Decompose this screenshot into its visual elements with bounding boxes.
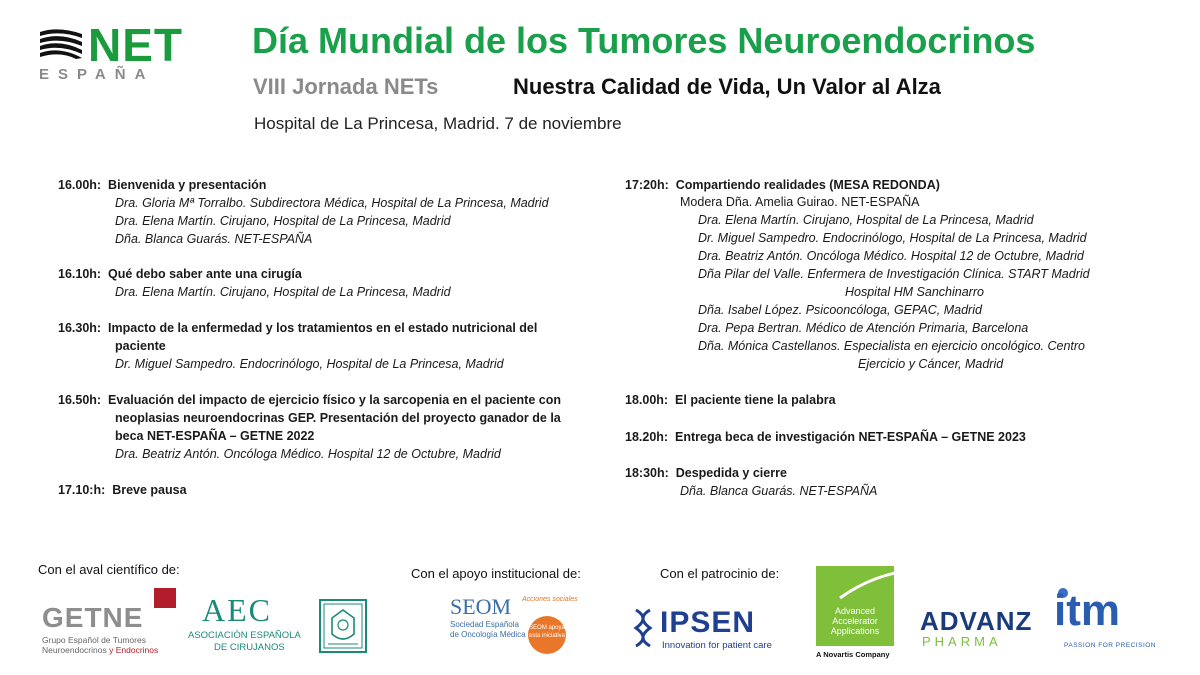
speaker-line: Dña. Blanca Guarás. NET-ESPAÑA: [115, 232, 313, 246]
speaker-line: Dra. Beatriz Antón. Oncóloga Médico. Hospital 12 de Octubre, Madrid: [115, 447, 501, 461]
seom-logo: [450, 594, 578, 662]
speaker-line: Hospital HM Sanchinarro: [845, 285, 984, 299]
net-logo-stripes-icon: [38, 22, 84, 60]
speaker-line: Dña. Isabel López. Psicooncóloga, GEPAC, Madrid: [698, 303, 982, 317]
patrocinio-label: Con el patrocinio de:: [660, 566, 780, 581]
seom-tag: Acciones sociales: [522, 596, 578, 603]
aaa-tagline: A Novartis Company: [816, 650, 890, 659]
speaker-line: Dra. Elena Martín. Cirujano, Hospital de La Princesa, Madrid: [115, 285, 451, 299]
item-time: 16.10h:: [58, 267, 102, 281]
aec-line2: DE CIRUJANOS: [214, 642, 285, 653]
program-item: [625, 464, 787, 482]
item-title-continued: beca NET-ESPAÑA – GETNE 2022: [115, 429, 315, 443]
speaker-line: Dra. Beatriz Antón. Oncóloga Médico. Hospital 12 de Octubre, Madrid: [698, 249, 1084, 263]
program-item: [625, 391, 836, 409]
aec-line1: ASOCIACIÓN ESPAÑOLA: [188, 630, 301, 641]
speaker-line: Dr. Miguel Sampedro. Endocrinólogo, Hospital de La Princesa, Madrid: [115, 357, 504, 371]
seom-line2: de Oncología Médica: [450, 630, 526, 639]
getne-wordmark: GETNE: [42, 602, 144, 633]
apoyo-label: Con el apoyo institucional de:: [411, 566, 581, 581]
moderator-line: Modera Dña. Amelia Guirao. NET-ESPAÑA: [680, 195, 920, 209]
item-time: 18.20h:: [625, 430, 669, 444]
item-title: Breve pausa: [112, 483, 187, 497]
item-title: Qué debo saber ante una cirugía: [108, 267, 302, 281]
crest-emblem-icon: [318, 598, 368, 654]
item-title: Bienvenida y presentación: [108, 178, 267, 192]
speaker-line: Dña. Mónica Castellanos. Especialista en ejercicio oncológico. Centro: [698, 339, 1086, 353]
item-time: 18.00h:: [625, 393, 669, 407]
page-title: Día Mundial de los Tumores Neuroendocrinos: [252, 20, 1036, 61]
speaker-line: Dña. Blanca Guarás. NET-ESPAÑA: [680, 484, 878, 498]
item-time: 16.30h:: [58, 321, 102, 335]
getne-line1: Grupo Español de Tumores: [42, 635, 146, 645]
aaa-line2: Accelerator: [832, 616, 878, 626]
item-title: Despedida y cierre: [675, 466, 787, 480]
item-title: Evaluación del impacto de ejercicio físico y la sarcopenia en el paciente con: [108, 393, 561, 407]
program-item: [58, 391, 561, 409]
getne-square-icon: [154, 588, 176, 608]
item-title-continued: paciente: [115, 339, 166, 353]
speaker-line: Dra. Elena Martín. Cirujano, Hospital de La Princesa, Madrid: [698, 213, 1034, 227]
event-edition: VIII Jornada NETs: [253, 74, 439, 99]
itm-logo: [1052, 588, 1162, 652]
program-item: [58, 265, 302, 283]
speaker-line: Dra. Elena Martín. Cirujano, Hospital de La Princesa, Madrid: [115, 214, 451, 228]
getne-logo: [42, 588, 177, 658]
seom-badge: SEOM apoya esta iniciativa: [528, 616, 566, 654]
ipsen-wordmark: IPSEN: [660, 606, 756, 639]
item-time: 17.10:h:: [58, 483, 106, 497]
ipsen-tagline: Innovation for patient care: [662, 640, 772, 651]
item-time: 17:20h:: [625, 178, 669, 192]
program-item: [58, 319, 537, 337]
getne-line2-red: y Endocrinos: [109, 645, 159, 655]
aaa-logo: [812, 566, 898, 662]
advanz-wordmark: ADVANZ: [920, 606, 1033, 636]
speaker-line: Dra. Gloria Mª Torralbo. Subdirectora Médica, Hospital de La Princesa, Madrid: [115, 196, 549, 210]
net-espana-logo: [38, 19, 208, 86]
item-title-continued: neoplasias neuroendocrinas GEP. Presentación del proyecto ganador de la: [115, 411, 561, 425]
aec-wordmark: AEC: [202, 592, 272, 628]
speaker-line: Dr. Miguel Sampedro. Endocrinólogo, Hospital de La Princesa, Madrid: [698, 231, 1087, 245]
itm-tagline: PASSION FOR PRECISION: [1064, 642, 1157, 649]
item-time: 16.50h:: [58, 393, 102, 407]
logo-net-text: NET: [88, 19, 183, 71]
advanz-logo: [920, 606, 1045, 649]
item-time: 16.00h:: [58, 178, 102, 192]
aaa-swoosh-icon: [838, 568, 902, 602]
program-item: [625, 428, 1026, 446]
speaker-line: Ejercicio y Cáncer, Madrid: [858, 357, 1004, 371]
program-item: [625, 176, 940, 194]
program-item: [58, 481, 187, 499]
getne-line2: Neuroendocrinos: [42, 645, 107, 655]
aaa-line3: Applications: [830, 626, 880, 636]
event-location-date: Hospital de La Princesa, Madrid. 7 de noviembre: [254, 114, 622, 133]
item-title: Compartiendo realidades (MESA REDONDA): [675, 178, 940, 192]
item-title: Impacto de la enfermedad y los tratamientos en el estado nutricional del: [108, 321, 538, 335]
speaker-line: Dra. Pepa Bertran. Médico de Atención Primaria, Barcelona: [698, 321, 1029, 335]
speaker-line: Dña Pilar del Valle. Enfermera de Investigación Clínica. START Madrid: [698, 267, 1090, 281]
ipsen-dna-icon: [632, 608, 654, 648]
seom-wordmark: SEOM: [450, 594, 512, 619]
logo-country-text: ESPAÑA: [39, 66, 155, 83]
ipsen-logo: [632, 604, 792, 654]
seom-line1: Sociedad Española: [450, 620, 519, 629]
aval-label: Con el aval científico de:: [38, 562, 180, 577]
item-time: 18:30h:: [625, 466, 669, 480]
advanz-sub: PHARMA: [922, 634, 1002, 649]
program-item: [58, 176, 266, 194]
itm-wordmark: itm: [1054, 586, 1120, 635]
item-title: El paciente tiene la palabra: [675, 393, 836, 407]
event-motto: Nuestra Calidad de Vida, Un Valor al Alza: [513, 74, 941, 99]
item-title: Entrega beca de investigación NET-ESPAÑA – GETNE 2023: [675, 430, 1026, 444]
aec-logo: [188, 592, 308, 656]
aaa-line1: Advanced: [834, 606, 876, 616]
